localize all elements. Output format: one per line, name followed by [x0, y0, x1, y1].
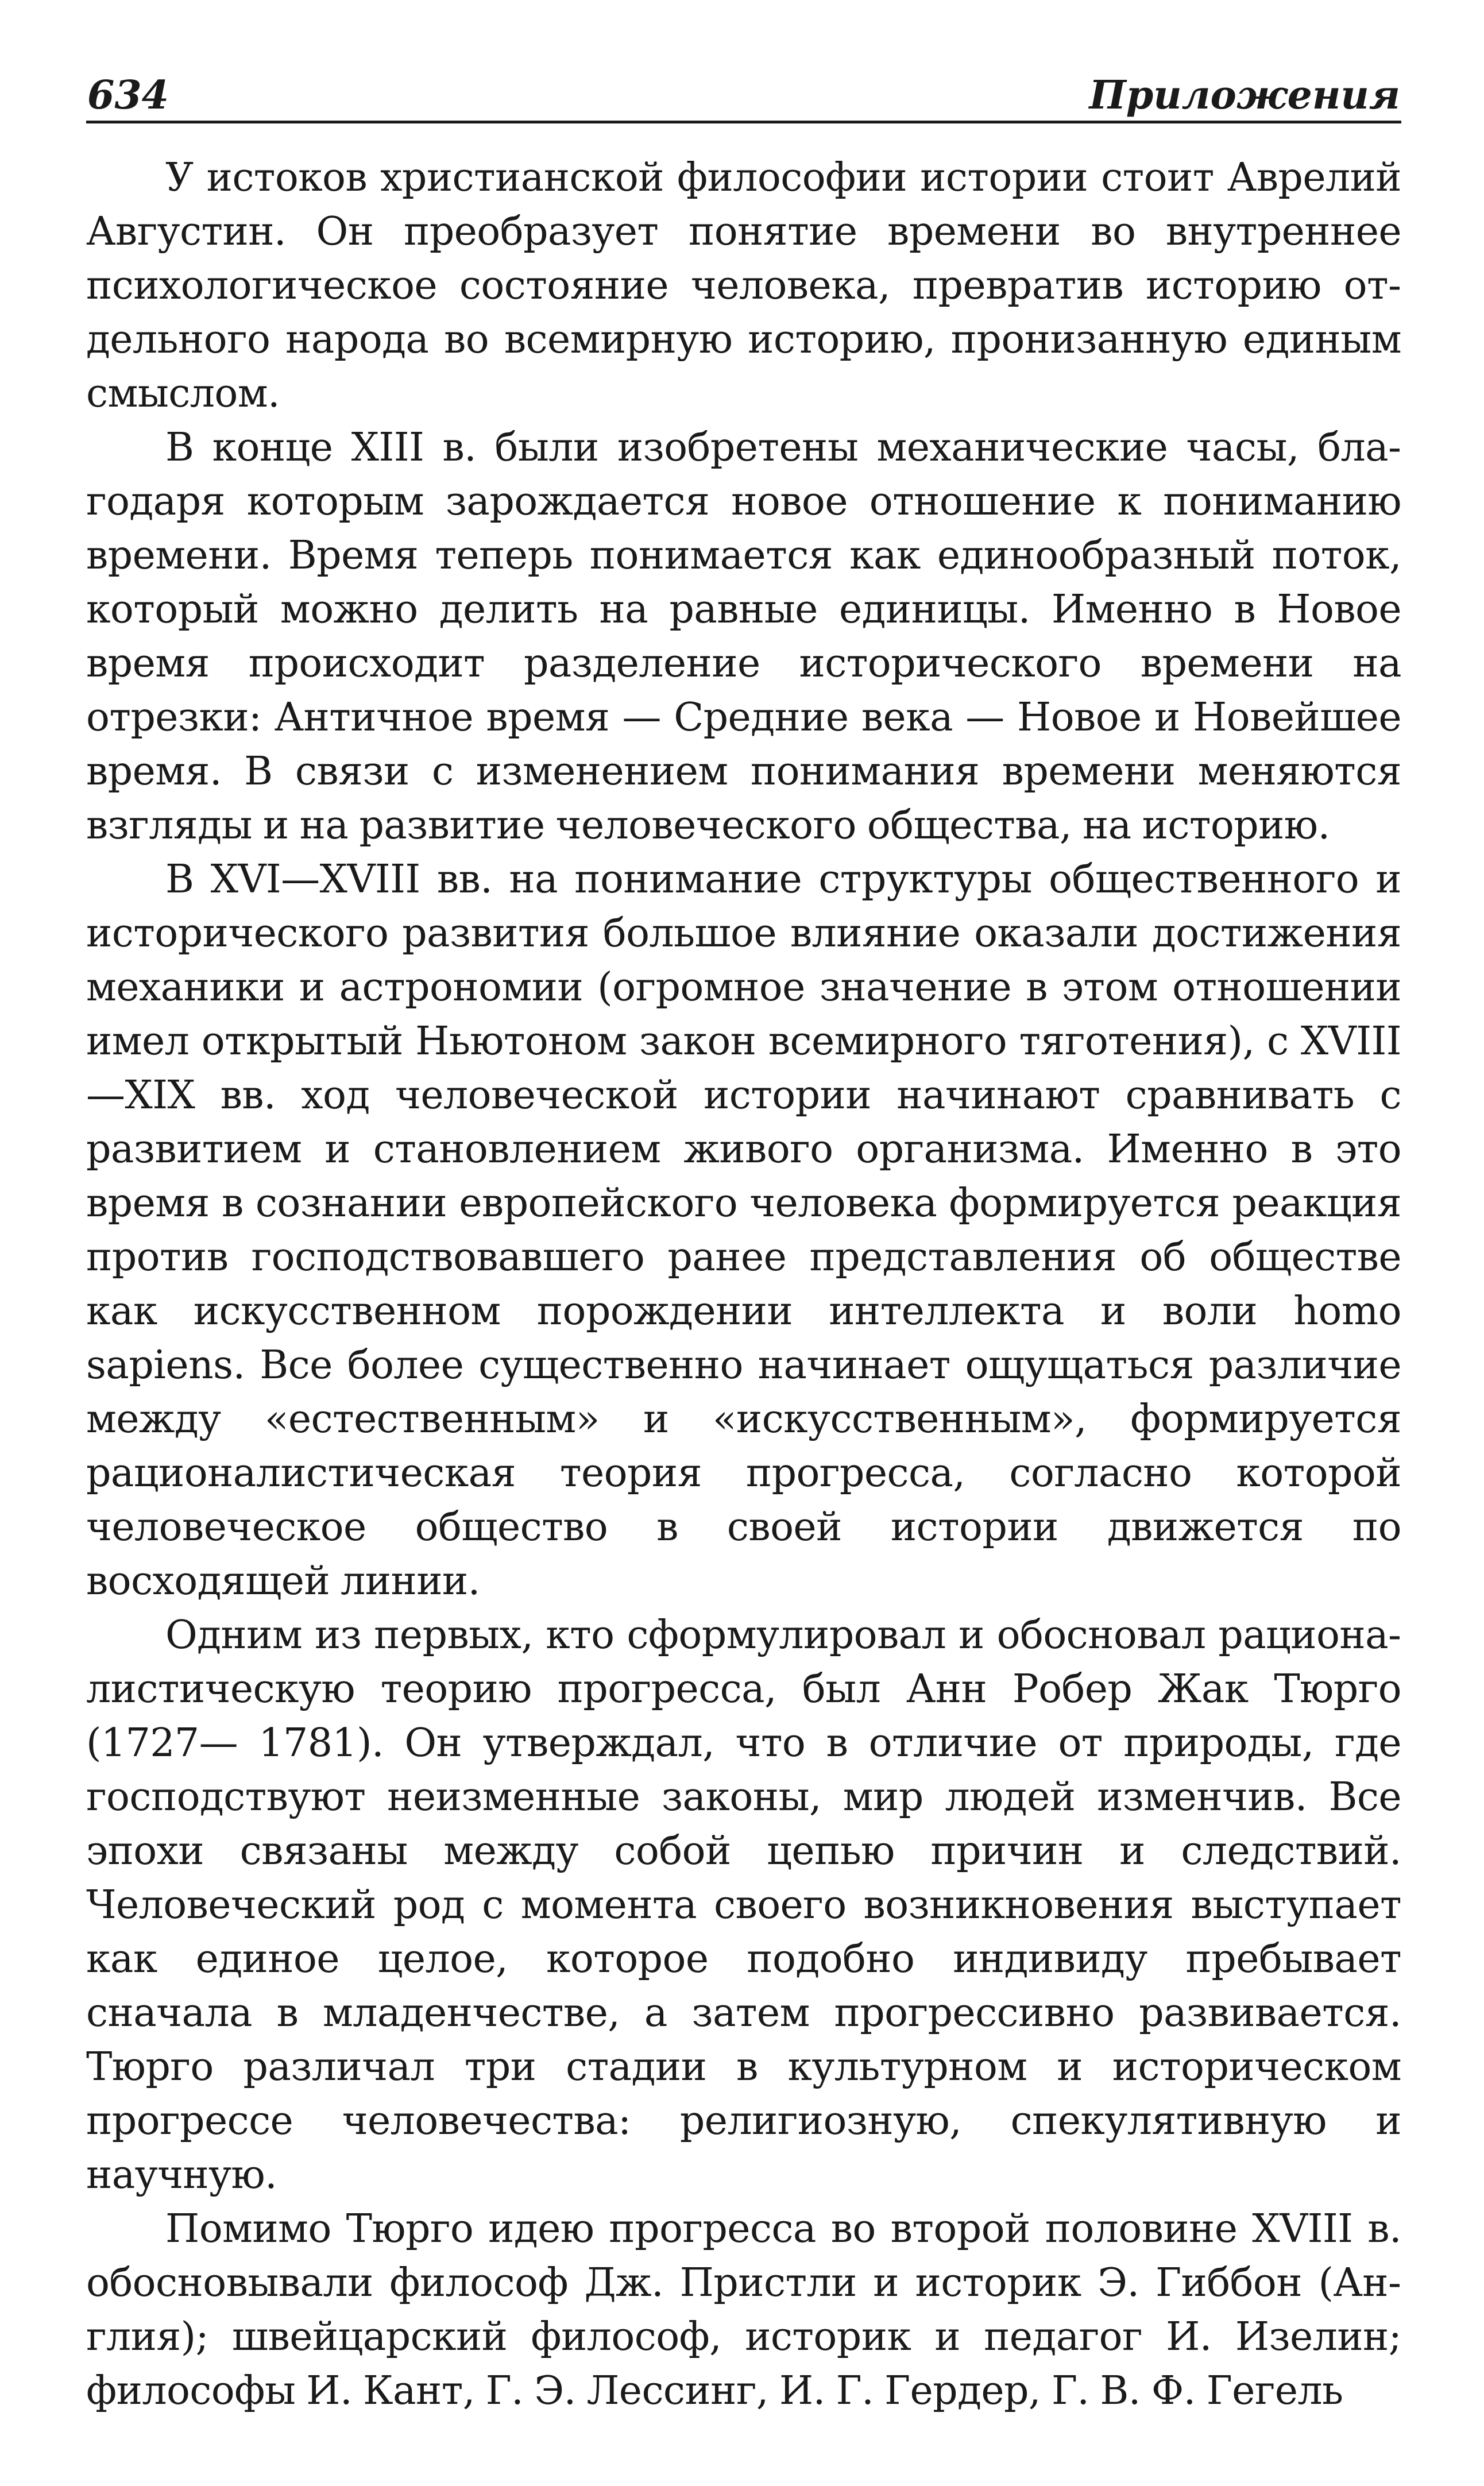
book-page	[86, 57, 1401, 2441]
running-header	[86, 57, 1401, 123]
paragraph-turgot: Одним из первых, кто сформулировал и обосновал рационалистическую теорию прогресса, был Анн Робер Жак Тюрго (1727— 1781). Он утверждал, что в отличие от природы, где господствуют неизменные законы, мир людей изменчив. Все эпохи связаны между собой цепью причин и следствий. Человеческий род с момента своего возникновения выступает как единое целое, которое подобно индивиду пребывает сначала в младенчестве, а затем прогрессивно развивается. Тюрго различал три стадии в культурном и историческом прогрессе человечества: религиозную, спекулятивную и научную.	[86, 1613, 1401, 2198]
body-text	[86, 151, 1401, 2418]
section-title: Приложения	[1089, 72, 1400, 118]
paragraph-mechanics-astronomy: В XVI—XVIII вв. на понимание структуры общественного и исторического развития большое влияние оказали достижения механики и астрономии (огромное значение в этом отношении имел открытый Ньютоном закон всемирного тяготения), с XVIII—XIX вв. ход человеческой истории начинают сравнивать с развитием и становлением живого организма. Именно в это время в сознании европейского человека формируется реакция против господствовавшего ранее представления об обществе как искусственном порождении интеллекта и воли homo sapiens. Все более существенно начинает ощущаться различие между «естественным» и «искусственным», формируется рационалистическая теория прогресса, согласно которой человеческое общество в своей истории движется по восходящей линии.	[86, 857, 1401, 1604]
paragraph-mechanical-clock: В конце XIII в. были изобретены механические часы, благодаря которым зарождается новое отношение к пониманию времени. Время теперь понимается как единообразный поток, который можно делить на равные единицы. Именно в Новое время происходит разделение исторического времени на отрезки: Античное время — Средние века — Новое и Новейшее время. В связи с изменением понимания времени меняются взгляды и на развитие человеческого общества, на историю.	[86, 425, 1401, 848]
paragraph-progress-thinkers: Помимо Тюрго идею прогресса во второй половине XVIII в. обосновывали философ Дж. Пристли и историк Э. Гиббон (Англия); швейцарский философ, историк и педагог И. Изелин; философы И. Кант, Г. Э. Лессинг, И. Г. Гердер, Г. В. Ф. Гегель	[86, 2206, 1401, 2414]
paragraph-augustine: У истоков христианской философии истории стоит Аврелий Августин. Он преобразует понятие времени во внутреннее психологическое состояние человека, превратив историю отдельного народа во всемирную историю, пронизанную единым смыслом.	[86, 155, 1401, 416]
page-number: 634	[87, 72, 169, 118]
